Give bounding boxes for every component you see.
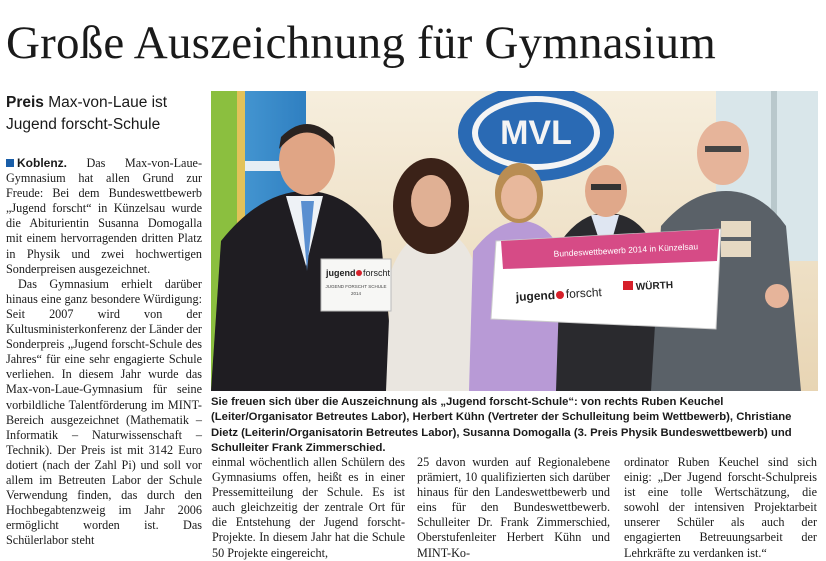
sign-brand-right: forscht — [363, 268, 391, 278]
paragraph-1-text: Das Max-von-Laue-Gymnasium hat allen Grund zur Freude: Bei dem Bundeswettbewerb „Jugend forscht“ in Künzelsau wurde die Abiturientin Susanna Domogalla mit einem hervorragenden dritten Platz in Physik und zwei hochwertigen Sonderpreisen ausgezeichnet. — [6, 156, 203, 276]
paragraph-2: Das Gymnasium erhielt darüber hinaus eine ganz besondere Würdigung: Seit 2007 wird von der Kultusministerkonferenz der Länder der Sonderpreis „Jugend forscht-Schule des Jahres“ für eine sehr engagierte Schule verliehen. In diesem Jahr wurde das Max-von-Laue-Gymnasium für seine vorbildliche Talentförderung im MINT-Bereich ausgezeichnet (Mathematik – Informatik – Naturwissenschaft – Technik). Der Preis ist mit 3142 Euro dotiert (nach der Zahl Pi) und soll vor allem im Betreuten Labor der Schule Verwendung finden, das durch den Hochbegabtenzweig im Jahr 2006 ermöglicht worden ist. Das Schülerlabor steht — [6, 276, 202, 548]
sign-jugend-forscht-schule — [321, 259, 391, 311]
column-3-text: 25 davon wurden auf Regionalebene prämiert, 10 qualifizierten sich darüber hinaus für den Landeswettbewerb und eins für den Bundeswettbewerb. Schulleiter Dr. Frank Zimmerschied, Oberstufenleiter Herbert Kühn und MINT-Ko- — [417, 455, 610, 560]
dateline: Koblenz. — [17, 156, 67, 170]
column-2-text: einmal wöchentlich allen Schülern des Gymnasiums offen, heißt es in einer Pressemitteilung der Schule. Es ist auch gleichzeitig der zentrale Ort für die Entstehung der Jugend forscht-Projekte. In diesem Jahr hat die Schule 50 Projekte eingereicht, — [212, 455, 405, 560]
banner-title: Bundeswettbewerb 2014 in Künzelsau — [553, 241, 699, 259]
article-column-2 — [212, 455, 405, 561]
photo-illustration — [211, 91, 818, 391]
jugend-forscht-dot-icon — [556, 291, 564, 299]
wuerth-logo-icon — [623, 281, 633, 290]
paragraph-1 — [6, 156, 202, 277]
headline: Große Auszeichnung für Gymnasium — [6, 17, 716, 69]
sign-brand-left: jugend — [326, 268, 356, 278]
banner-brand-left: jugend — [515, 287, 556, 304]
person-christiane-dietz — [386, 158, 476, 391]
sign-line2: 2014 — [350, 291, 362, 296]
subhead-kicker: Preis — [6, 94, 44, 111]
photo-caption: Sie freuen sich über die Auszeichnung als „Jugend forscht-Schule“: von rechts Ruben Keuchel (Leiter/Organisator Betreutes Labor), Herbert Kühn (Vertreter der Schulleitung beim Wettbewerb), Christiane Dietz (Leiterin/Organisatorin Betreutes Labor), Susanna Domogalla (3. Preis Physik Bundeswettbewerb) und Schulleiter Frank Zimmerschied. — [211, 396, 792, 454]
sign-line1: JUGEND FORSCHT SCHULE — [325, 284, 387, 289]
banner-jugend-forscht — [491, 229, 721, 329]
article-column-4 — [624, 455, 817, 561]
column-4-text: ordinator Ruben Keuchel sind sich einig: „Der Jugend forscht-Schulpreis ist eine tolle Wertschätzung, die sowohl der intensiven Projektarbeit unserer Schüler als auch der engagierten Betreuungsarbeit der Lehrkräfte zu verdanken ist.“ — [624, 455, 817, 560]
logo-text: MVL — [500, 114, 572, 152]
subheadline — [6, 92, 204, 136]
banner-sponsor: WÜRTH — [635, 280, 674, 293]
subhead-text: Max-von-Laue ist Jugend forscht-Schule — [6, 94, 168, 133]
article-column-3 — [417, 455, 610, 561]
article-photo — [211, 91, 818, 391]
article-column-1 — [6, 156, 202, 548]
banner-brand-right: forscht — [565, 285, 603, 301]
bullet-square-icon — [6, 159, 14, 167]
